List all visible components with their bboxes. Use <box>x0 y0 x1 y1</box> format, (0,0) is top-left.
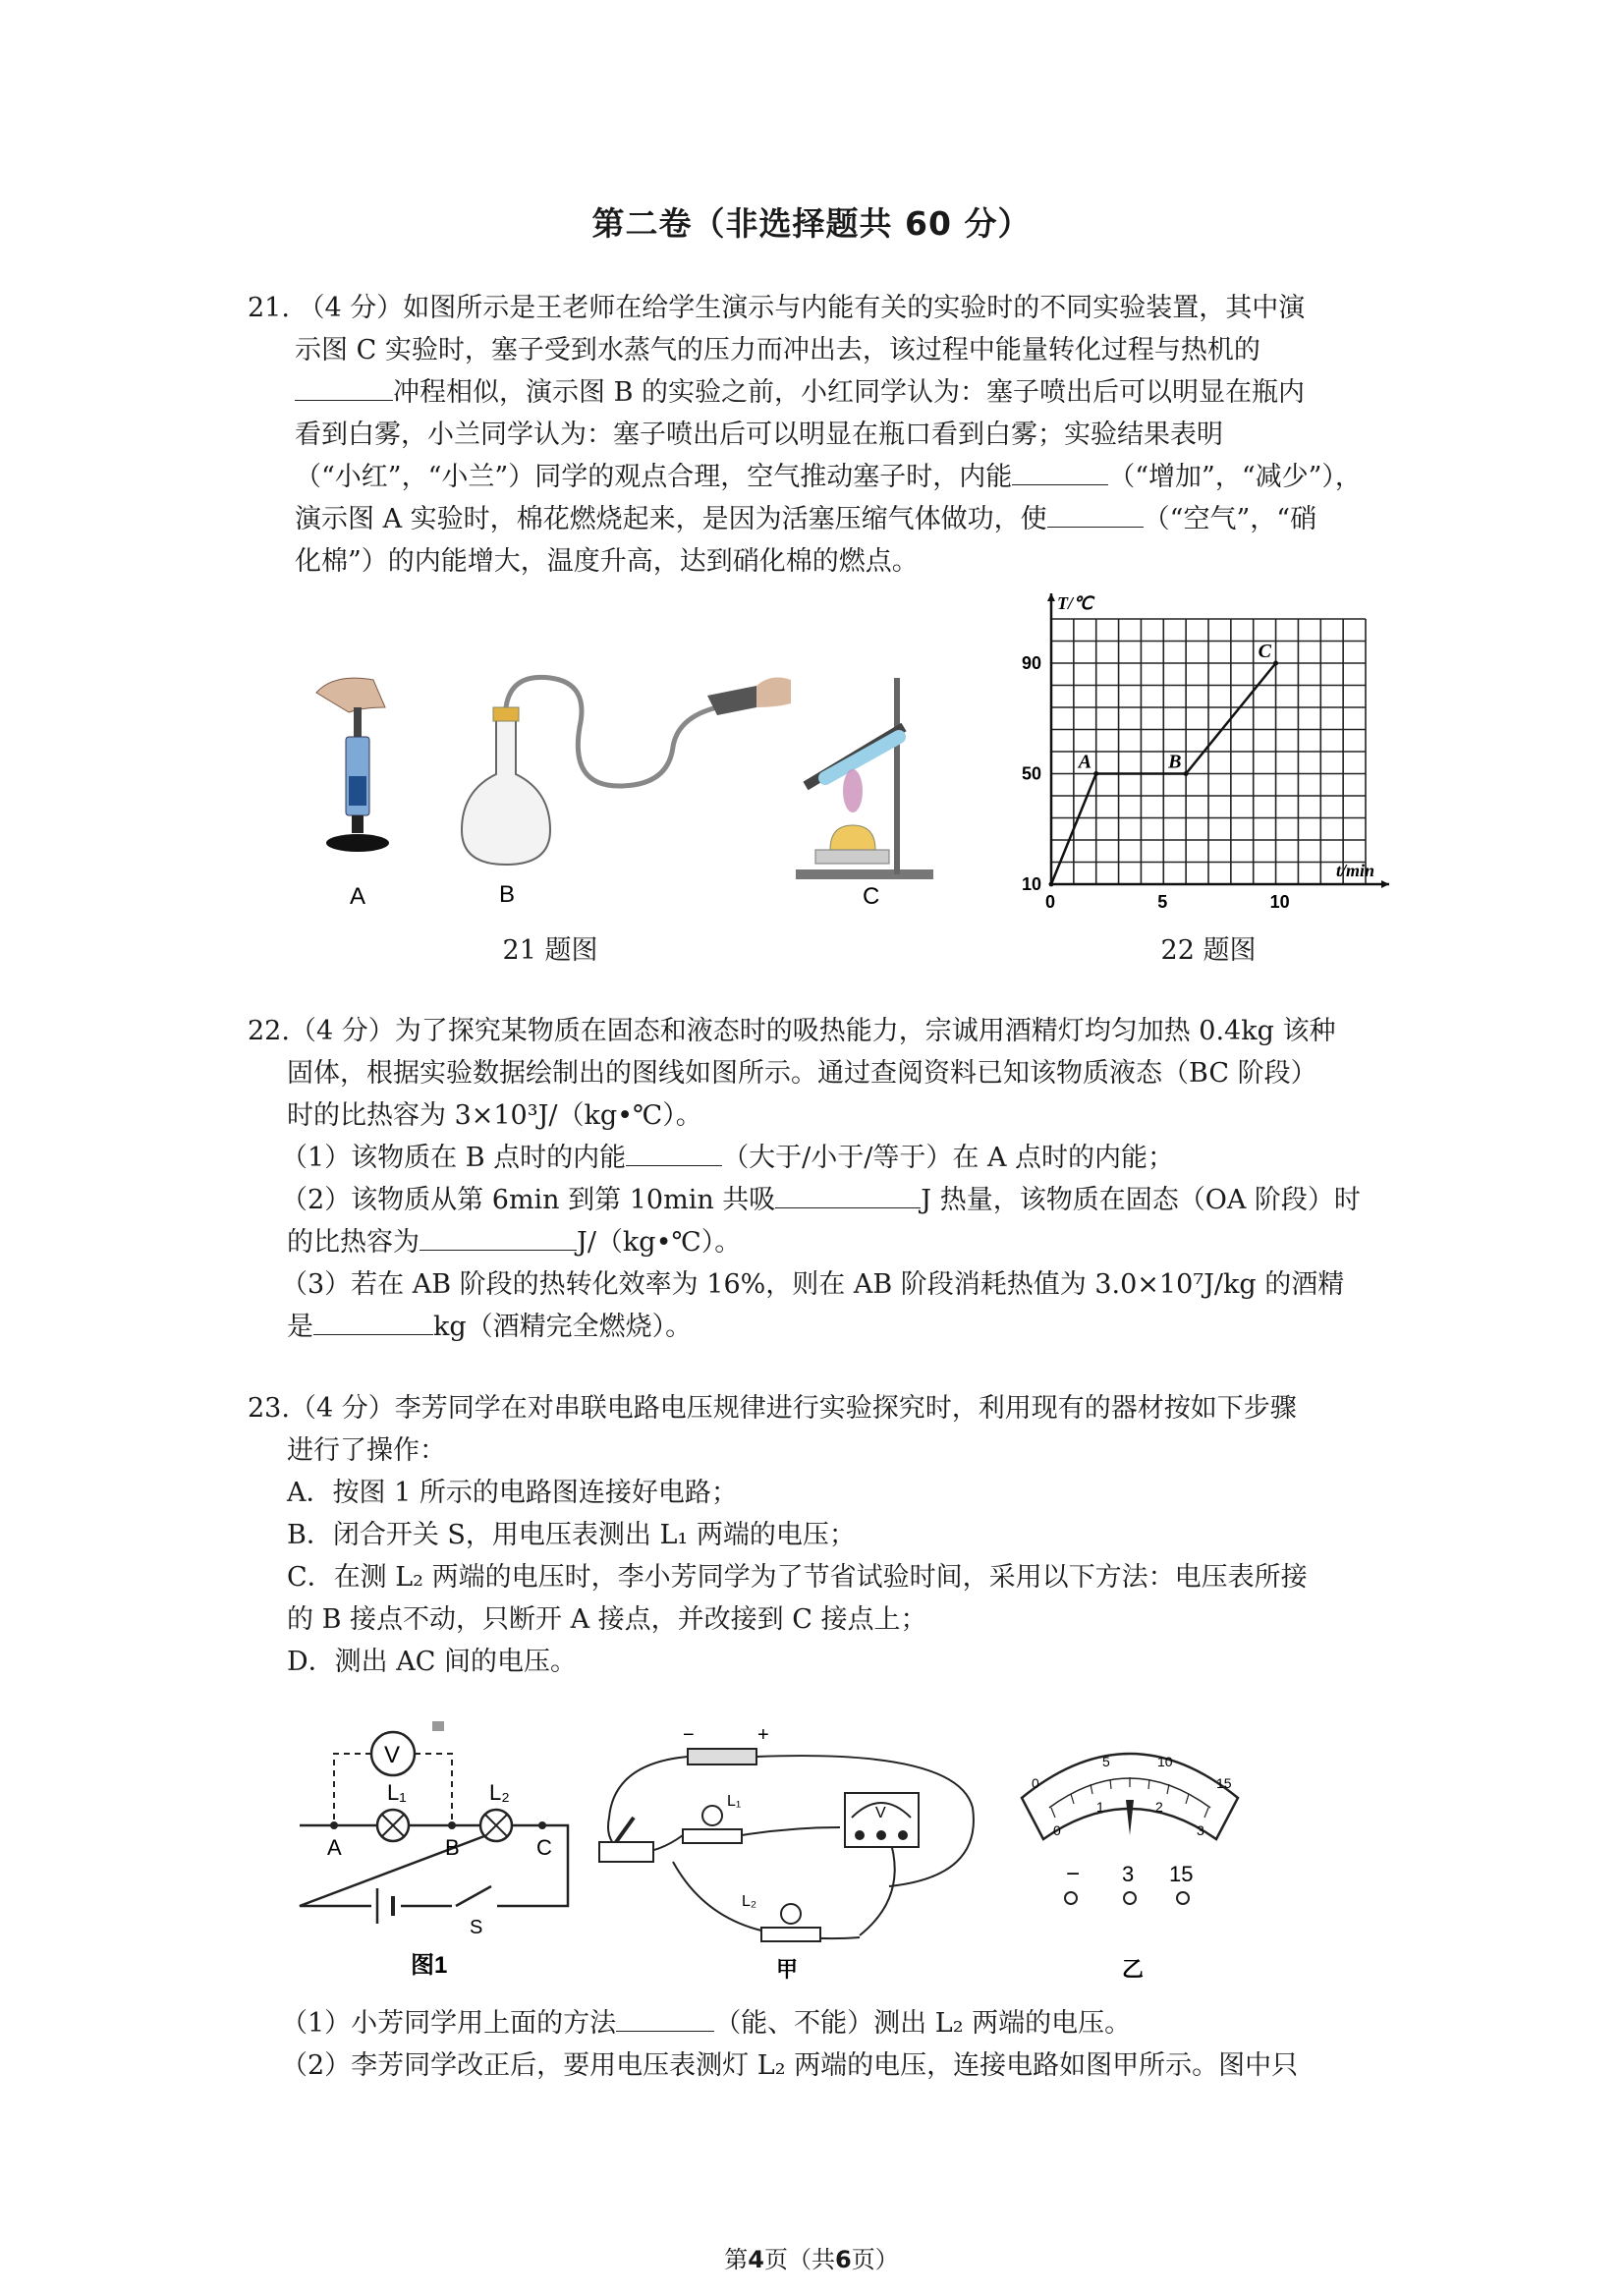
section-title: 第二卷（非选择题共 60 分） <box>591 204 1032 243</box>
q23-line: 进行了操作： <box>287 1435 446 1466</box>
answer-blank[interactable] <box>420 1224 577 1251</box>
page-footer: 第4页（共6页） <box>724 2246 899 2273</box>
answer-blank[interactable] <box>775 1182 921 1208</box>
q21-line: 21. （4 分）如图所示是王老师在给学生演示与内能有关的实验时的不同实验装置，其中演 <box>248 293 1306 323</box>
apparatus-c-stand <box>796 678 933 910</box>
fig-yi-caption: 乙 <box>1122 1957 1145 1982</box>
svg-text:L₂: L₂ <box>742 1893 757 1910</box>
q21-line: 示图 C 实验时，塞子受到水蒸气的压力而冲出去，该过程中能量转化过程与热机的 <box>295 335 1260 365</box>
fig21-caption: 21 题图 <box>502 935 598 966</box>
node-c-label: C <box>536 1835 552 1860</box>
answer-blank[interactable] <box>1012 459 1108 485</box>
point-label: B <box>1168 751 1182 773</box>
fig-jia-caption: 甲 <box>776 1957 799 1983</box>
x-axis-label: t/min <box>1336 861 1375 880</box>
svg-text:−: − <box>683 1724 695 1746</box>
y-axis-label: T/℃ <box>1057 593 1093 613</box>
svg-text:15: 15 <box>1169 1862 1194 1886</box>
question-23 <box>248 1387 1387 1683</box>
y-tick-label: 50 <box>1022 763 1042 784</box>
x-tick-label: 0 <box>1045 892 1056 912</box>
y-tick-label: 10 <box>1022 874 1042 894</box>
q23-line: C．在测 L₂ 两端的电压时，李小芳同学为了节省试验时间，采用以下方法：电压表所接 <box>287 1562 1308 1593</box>
point-label: A <box>1078 751 1092 773</box>
bulb-l2-icon <box>781 1904 801 1924</box>
apparatus-b-flask <box>462 677 791 908</box>
switch-label: S <box>470 1917 483 1938</box>
question-21 <box>248 287 1387 583</box>
fig22-caption: 22 题图 <box>1160 935 1257 966</box>
data-point <box>1273 661 1278 666</box>
q22-line: （3）若在 AB 阶段的热转化效率为 16%，则在 AB 阶段消耗热值为 3.0×10⁷J/kg 的酒精 <box>281 1269 1345 1300</box>
answer-blank[interactable] <box>295 374 393 401</box>
q22-line: 固体，根据实验数据绘制出的图线如图所示。通过查阅资料已知该物质液态（BC 阶段） <box>287 1058 1317 1089</box>
svg-text:V: V <box>875 1805 886 1821</box>
svg-text:L₁: L₁ <box>727 1793 742 1810</box>
x-axis-arrow <box>1381 880 1389 888</box>
fig23-physical-circuit <box>594 1719 987 1989</box>
svg-text:0: 0 <box>1032 1775 1039 1791</box>
q21-line: 冲程相似，演示图 B 的实验之前，小红同学认为：塞子喷出后可以明显在瓶内 <box>248 371 1387 414</box>
svg-text:+: + <box>757 1724 769 1746</box>
svg-text:3: 3 <box>1197 1822 1204 1838</box>
q22-line: 的比热容为 J/（kg•℃）。 <box>248 1221 1387 1263</box>
battery-pack-icon <box>688 1749 756 1764</box>
apparatus-a-piston-cylinder <box>316 678 389 910</box>
q22-line: 是 kg（酒精完全燃烧）。 <box>248 1306 1387 1348</box>
svg-text:15: 15 <box>1216 1775 1232 1791</box>
q23-sub-line: （2）李芳同学改正后，要用电压表测灯 L₂ 两端的电压，连接电路如图甲所示。图中只 <box>281 2050 1299 2081</box>
point-label: C <box>1258 641 1271 662</box>
question-23-subparts <box>248 2002 1387 2087</box>
svg-text:1: 1 <box>1096 1799 1104 1815</box>
q22-line: 时的比热容为 3×10³J/（kg•℃）。 <box>287 1100 702 1131</box>
fig23-circuit-diagram <box>295 1709 580 1985</box>
answer-blank[interactable] <box>626 1140 722 1166</box>
node-b-label: B <box>445 1835 460 1860</box>
svg-text:5: 5 <box>1102 1754 1110 1769</box>
answer-blank[interactable] <box>616 2005 714 2032</box>
x-tick-label: 10 <box>1269 892 1290 912</box>
needle-icon <box>1126 1800 1134 1835</box>
answer-blank[interactable] <box>313 1309 433 1335</box>
q22-line: 22.（4 分）为了探究某物质在固态和液态时的吸热能力，宗诚用酒精灯均匀加热 0.4kg 该种 <box>248 1016 1336 1046</box>
x-tick-label: 5 <box>1157 892 1168 912</box>
q23-line: 23.（4 分）李芳同学在对串联电路电压规律进行实验探究时，利用现有的器材按如下步骤 <box>248 1393 1297 1424</box>
q22-line: （1）该物质在 B 点时的内能 （大于/小于/等于）在 A 点时的内能； <box>248 1137 1387 1179</box>
q23-line: B．闭合开关 S，用电压表测出 L₁ 两端的电压； <box>287 1520 856 1550</box>
fig23-voltmeter-dial <box>1012 1729 1248 1989</box>
label-c: C <box>863 883 880 910</box>
data-point <box>1093 771 1098 776</box>
voltmeter-label: V <box>384 1742 401 1768</box>
q21-line: （“小红”，“小兰”）同学的观点合理，空气推动塞子时，内能 （“增加”，“减少”）， <box>248 456 1387 498</box>
q23-line: A．按图 1 所示的电路图连接好电路； <box>287 1478 738 1508</box>
label-b: B <box>499 881 516 908</box>
q22-line: （2）该物质从第 6min 到第 10min 共吸 J 热量，该物质在固态（OA 阶段）时 <box>248 1179 1387 1221</box>
svg-text:0: 0 <box>1053 1822 1061 1838</box>
fig21-apparatus <box>295 668 982 924</box>
fig22-temperature-chart <box>1002 589 1395 924</box>
question-22 <box>248 1010 1387 1348</box>
data-point <box>1184 771 1189 776</box>
svg-text:3: 3 <box>1122 1862 1135 1886</box>
svg-text:10: 10 <box>1157 1754 1173 1769</box>
y-axis-arrow <box>1047 593 1055 601</box>
label-a: A <box>350 883 366 910</box>
q23-sub-line: （1）小芳同学用上面的方法 （能、不能）测出 L₂ 两端的电压。 <box>248 2002 1387 2044</box>
l2-label: L₂ <box>489 1780 510 1805</box>
svg-text:2: 2 <box>1155 1799 1163 1815</box>
node-a-label: A <box>327 1835 342 1860</box>
fig1-caption: 图1 <box>411 1952 448 1979</box>
svg-text:−: − <box>1066 1861 1081 1887</box>
q23-line: D．测出 AC 间的电压。 <box>287 1647 577 1677</box>
switch-icon <box>599 1842 653 1862</box>
q23-line: 的 B 接点不动，只断开 A 接点，并改接到 C 接点上； <box>287 1604 927 1635</box>
q21-line: 演示图 A 实验时，棉花燃烧起来，是因为活塞压缩气体做功，使 （“空气”，“硝 <box>248 498 1387 540</box>
y-tick-label: 90 <box>1022 653 1042 673</box>
data-point <box>1049 882 1054 887</box>
q21-line: 看到白雾，小兰同学认为：塞子喷出后可以明显在瓶口看到白雾；实验结果表明 <box>295 420 1223 450</box>
bulb-l1-icon <box>702 1806 722 1825</box>
q21-line: 化棉”）的内能增大，温度升高，达到硝化棉的燃点。 <box>295 546 919 577</box>
l1-label: L₁ <box>387 1780 407 1805</box>
answer-blank[interactable] <box>1047 501 1144 528</box>
